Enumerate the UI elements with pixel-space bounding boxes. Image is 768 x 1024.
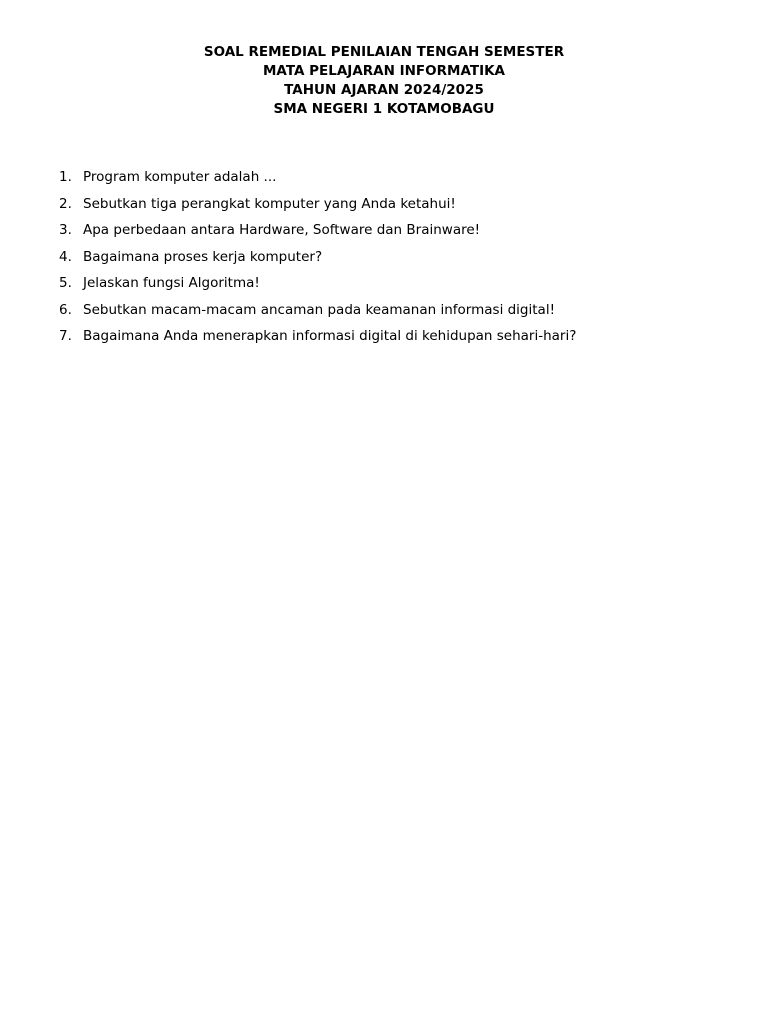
question-item-1 (59, 164, 576, 191)
question-text: Bagaimana Anda menerapkan informasi digital di kehidupan sehari-hari? (83, 328, 577, 344)
question-number: 3. (59, 222, 72, 238)
question-item-6 (59, 297, 576, 324)
header-school-name: SMA NEGERI 1 KOTAMOBAGU (273, 101, 495, 117)
header-academic-year: TAHUN AJARAN 2024/2025 (284, 82, 484, 98)
question-number: 6. (59, 301, 72, 318)
question-number: 7. (59, 328, 72, 344)
question-item-5 (59, 270, 576, 297)
question-text: Apa perbedaan antara Hardware, Software dan Brainware! (83, 222, 481, 238)
question-item-3 (59, 217, 576, 244)
question-number: 4. (59, 248, 72, 265)
question-number: 5. (59, 275, 72, 291)
question-item-7 (59, 323, 576, 350)
question-number: 2. (59, 195, 72, 212)
question-text: Sebutkan tiga perangkat komputer yang Anda ketahui! (83, 195, 456, 212)
header-subject: MATA PELAJARAN INFORMATIKA (262, 63, 505, 79)
question-text: Jelaskan fungsi Algoritma! (83, 275, 260, 291)
question-number: 1. (59, 169, 72, 185)
question-text: Program komputer adalah ... (83, 169, 277, 185)
question-list (59, 164, 576, 350)
question-text: Bagaimana proses kerja komputer? (83, 248, 323, 265)
document-header (0, 43, 768, 119)
question-text: Sebutkan macam-macam ancaman pada keamanan informasi digital! (83, 301, 555, 318)
question-item-2 (59, 191, 576, 218)
question-item-4 (59, 244, 576, 271)
header-title: SOAL REMEDIAL PENILAIAN TENGAH SEMESTER (203, 44, 565, 60)
